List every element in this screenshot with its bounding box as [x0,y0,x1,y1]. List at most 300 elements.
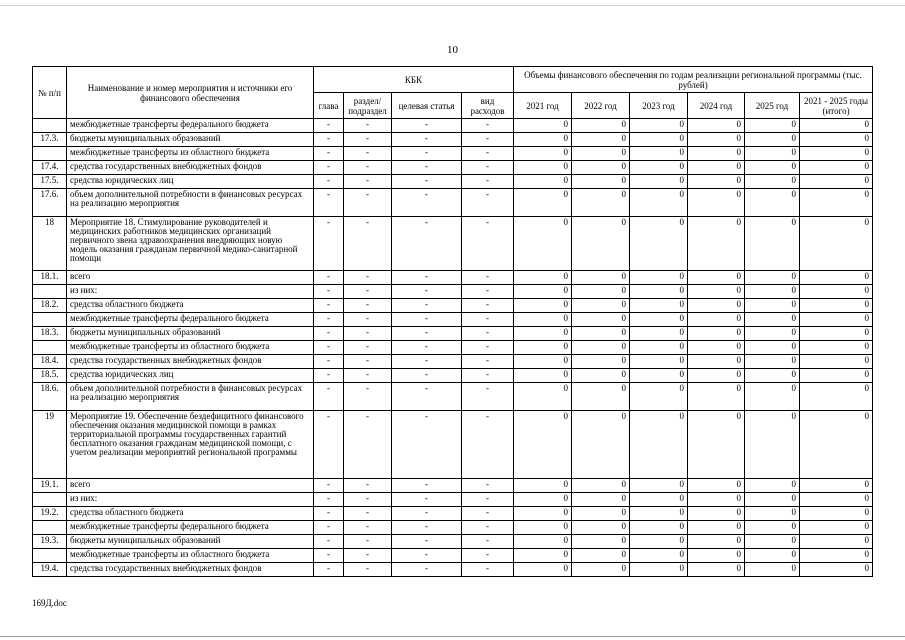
value-cell: 0 [572,271,630,285]
value-cell: 0 [688,327,745,341]
value-cell: 0 [514,147,572,161]
header-kbk-chapter: глава [314,93,344,119]
kbk-cell: - [462,133,514,147]
kbk-cell: - [462,189,514,217]
kbk-cell: - [392,189,462,217]
value-cell: 0 [745,383,800,411]
value-cell: 0 [630,313,688,327]
kbk-cell: - [314,147,344,161]
kbk-cell: - [462,479,514,493]
kbk-cell: - [392,383,462,411]
row-name: межбюджетные трансферты федерального бюджета [67,119,314,133]
table-row [33,411,873,479]
scan-edge-bottom [0,636,905,637]
kbk-cell: - [314,493,344,507]
value-cell: 0 [572,535,630,549]
row-name: средства областного бюджета [67,299,314,313]
kbk-cell: - [314,133,344,147]
kbk-cell: - [462,175,514,189]
header-year-2025: 2025 год [745,93,800,119]
row-number: 18.4. [33,355,67,369]
value-cell: 0 [572,147,630,161]
value-cell: 0 [688,535,745,549]
kbk-cell: - [392,521,462,535]
value-cell: 0 [745,369,800,383]
value-cell: 0 [800,341,873,355]
value-cell: 0 [745,507,800,521]
value-cell: 0 [630,341,688,355]
value-cell: 0 [514,217,572,271]
value-cell: 0 [514,369,572,383]
value-cell: 0 [572,313,630,327]
header-years-total: 2021 - 2025 годы (итого) [800,93,873,119]
row-name: средства областного бюджета [67,507,314,521]
value-cell: 0 [745,549,800,563]
kbk-cell: - [314,563,344,577]
value-cell: 0 [514,327,572,341]
value-cell: 0 [800,535,873,549]
kbk-cell: - [344,119,392,133]
kbk-cell: - [314,285,344,299]
kbk-cell: - [392,549,462,563]
header-kbk: КБК [314,67,514,93]
value-cell: 0 [745,147,800,161]
table-row [33,161,873,175]
kbk-cell: - [462,521,514,535]
value-cell: 0 [745,493,800,507]
header-year-2024: 2024 год [688,93,745,119]
budget-table [32,66,873,577]
header-year-2022: 2022 год [572,93,630,119]
value-cell: 0 [800,271,873,285]
value-cell: 0 [688,369,745,383]
kbk-cell: - [462,285,514,299]
value-cell: 0 [514,189,572,217]
value-cell: 0 [688,383,745,411]
value-cell: 0 [630,383,688,411]
value-cell: 0 [572,133,630,147]
kbk-cell: - [344,493,392,507]
value-cell: 0 [630,285,688,299]
value-cell: 0 [688,175,745,189]
value-cell: 0 [800,411,873,479]
value-cell: 0 [572,549,630,563]
value-cell: 0 [688,271,745,285]
row-name: средства государственных внебюджетных фондов [67,355,314,369]
kbk-cell: - [462,369,514,383]
value-cell: 0 [800,327,873,341]
value-cell: 0 [514,493,572,507]
kbk-cell: - [462,411,514,479]
row-name: межбюджетные трансферты из областного бюджета [67,147,314,161]
value-cell: 0 [630,521,688,535]
value-cell: 0 [630,161,688,175]
row-number: 18.6. [33,383,67,411]
kbk-cell: - [392,369,462,383]
row-number: 19.4. [33,563,67,577]
kbk-cell: - [392,299,462,313]
value-cell: 0 [745,271,800,285]
value-cell: 0 [630,563,688,577]
row-number: 17.6. [33,189,67,217]
kbk-cell: - [392,313,462,327]
table-row [33,327,873,341]
value-cell: 0 [514,479,572,493]
value-cell: 0 [572,299,630,313]
kbk-cell: - [462,217,514,271]
kbk-cell: - [462,493,514,507]
value-cell: 0 [745,217,800,271]
value-cell: 0 [800,521,873,535]
kbk-cell: - [392,147,462,161]
row-name: бюджеты муниципальных образований [67,133,314,147]
row-number: 18.3. [33,327,67,341]
kbk-cell: - [462,327,514,341]
page-number: 10 [447,44,458,56]
value-cell: 0 [630,411,688,479]
kbk-cell: - [314,479,344,493]
value-cell: 0 [572,563,630,577]
value-cell: 0 [572,341,630,355]
value-cell: 0 [572,119,630,133]
kbk-cell: - [462,271,514,285]
value-cell: 0 [630,549,688,563]
table-row [33,479,873,493]
kbk-cell: - [344,355,392,369]
value-cell: 0 [572,521,630,535]
value-cell: 0 [800,369,873,383]
value-cell: 0 [572,175,630,189]
row-name: межбюджетные трансферты федерального бюджета [67,313,314,327]
value-cell: 0 [745,341,800,355]
table-row [33,535,873,549]
value-cell: 0 [800,161,873,175]
kbk-cell: - [314,271,344,285]
value-cell: 0 [572,217,630,271]
value-cell: 0 [630,147,688,161]
row-number: 19.2. [33,507,67,521]
row-name: межбюджетные трансферты из областного бюджета [67,549,314,563]
kbk-cell: - [392,341,462,355]
value-cell: 0 [630,271,688,285]
value-cell: 0 [630,217,688,271]
table-row [33,119,873,133]
kbk-cell: - [344,217,392,271]
row-name: средства государственных внебюджетных фондов [67,161,314,175]
value-cell: 0 [800,119,873,133]
value-cell: 0 [572,355,630,369]
value-cell: 0 [630,175,688,189]
value-cell: 0 [745,189,800,217]
kbk-cell: - [314,327,344,341]
value-cell: 0 [745,175,800,189]
kbk-cell: - [344,189,392,217]
value-cell: 0 [688,217,745,271]
value-cell: 0 [800,355,873,369]
value-cell: 0 [745,299,800,313]
value-cell: 0 [688,493,745,507]
value-cell: 0 [688,299,745,313]
kbk-cell: - [344,299,392,313]
kbk-cell: - [392,563,462,577]
table-row [33,133,873,147]
row-number: 19 [33,411,67,479]
kbk-cell: - [344,285,392,299]
value-cell: 0 [572,411,630,479]
value-cell: 0 [514,313,572,327]
value-cell: 0 [514,535,572,549]
value-cell: 0 [800,313,873,327]
value-cell: 0 [514,175,572,189]
row-name: Мероприятие 19. Обеспечение бездефицитного финансового обеспечения оказания медицинской помощи в рамках территориальной программы государственных гарантий бесплатного оказания гражданам медицинской помощи, с учетом реализации мероприятий региональной программы [67,411,314,479]
value-cell: 0 [688,147,745,161]
value-cell: 0 [800,383,873,411]
kbk-cell: - [392,285,462,299]
value-cell: 0 [745,563,800,577]
value-cell: 0 [800,507,873,521]
row-number [33,341,67,355]
kbk-cell: - [344,161,392,175]
table-row [33,563,873,577]
kbk-cell: - [462,161,514,175]
value-cell: 0 [688,411,745,479]
value-cell: 0 [745,285,800,299]
kbk-cell: - [314,549,344,563]
value-cell: 0 [514,383,572,411]
value-cell: 0 [630,535,688,549]
row-name: всего [67,271,314,285]
value-cell: 0 [745,521,800,535]
value-cell: 0 [630,369,688,383]
kbk-cell: - [344,327,392,341]
value-cell: 0 [800,217,873,271]
value-cell: 0 [572,189,630,217]
row-number: 18.1. [33,271,67,285]
value-cell: 0 [514,271,572,285]
value-cell: 0 [514,507,572,521]
kbk-cell: - [392,119,462,133]
row-number: 17.3. [33,133,67,147]
kbk-cell: - [344,369,392,383]
row-name: всего [67,479,314,493]
value-cell: 0 [514,161,572,175]
kbk-cell: - [314,383,344,411]
value-cell: 0 [800,133,873,147]
kbk-cell: - [314,341,344,355]
table-row [33,355,873,369]
kbk-cell: - [314,507,344,521]
value-cell: 0 [514,119,572,133]
kbk-cell: - [314,217,344,271]
row-number: 18.2. [33,299,67,313]
value-cell: 0 [688,341,745,355]
value-cell: 0 [688,119,745,133]
row-name: из них: [67,493,314,507]
row-name: средства государственных внебюджетных фондов [67,563,314,577]
kbk-cell: - [314,313,344,327]
row-name: средства юридических лиц [67,369,314,383]
value-cell: 0 [800,299,873,313]
row-name: объем дополнительной потребности в финансовых ресурсах на реализацию мероприятия [67,189,314,217]
kbk-cell: - [392,161,462,175]
table-row [33,313,873,327]
row-name: бюджеты муниципальных образований [67,327,314,341]
value-cell: 0 [688,549,745,563]
value-cell: 0 [800,189,873,217]
value-cell: 0 [630,189,688,217]
value-cell: 0 [630,327,688,341]
kbk-cell: - [462,119,514,133]
value-cell: 0 [630,493,688,507]
value-cell: 0 [572,327,630,341]
kbk-cell: - [462,355,514,369]
row-number [33,147,67,161]
kbk-cell: - [344,535,392,549]
value-cell: 0 [800,479,873,493]
value-cell: 0 [800,175,873,189]
value-cell: 0 [572,285,630,299]
kbk-cell: - [462,549,514,563]
value-cell: 0 [514,133,572,147]
kbk-cell: - [462,147,514,161]
kbk-cell: - [392,411,462,479]
value-cell: 0 [800,493,873,507]
scan-edge-top [0,5,905,6]
value-cell: 0 [514,549,572,563]
kbk-cell: - [462,507,514,521]
kbk-cell: - [462,563,514,577]
row-number [33,549,67,563]
kbk-cell: - [314,521,344,535]
kbk-cell: - [392,535,462,549]
header-kbk-section: раздел/ подраздел [344,93,392,119]
value-cell: 0 [572,369,630,383]
kbk-cell: - [462,313,514,327]
kbk-cell: - [392,271,462,285]
value-cell: 0 [514,521,572,535]
header-name: Наименование и номер мероприятия и источники его финансового обеспечения [67,67,314,119]
kbk-cell: - [344,271,392,285]
value-cell: 0 [514,411,572,479]
value-cell: 0 [745,479,800,493]
value-cell: 0 [688,161,745,175]
row-name: Мероприятие 18. Стимулирование руководителей и медицинских работников медицинских организаций первичного звена здравоохранения внедряющих новую модель оказания гражданам первичной медико-санитарной помощи [67,217,314,271]
kbk-cell: - [314,411,344,479]
value-cell: 0 [745,161,800,175]
table-row [33,285,873,299]
kbk-cell: - [344,313,392,327]
kbk-cell: - [344,507,392,521]
table-row [33,383,873,411]
value-cell: 0 [630,479,688,493]
table-row [33,299,873,313]
value-cell: 0 [514,563,572,577]
kbk-cell: - [462,383,514,411]
kbk-cell: - [392,493,462,507]
value-cell: 0 [630,299,688,313]
row-name: бюджеты муниципальных образований [67,535,314,549]
value-cell: 0 [630,355,688,369]
kbk-cell: - [344,521,392,535]
value-cell: 0 [800,563,873,577]
value-cell: 0 [630,119,688,133]
row-number [33,119,67,133]
kbk-cell: - [392,355,462,369]
row-number [33,313,67,327]
table-row [33,493,873,507]
kbk-cell: - [314,175,344,189]
header-kbk-target: целевая статья [392,93,462,119]
table-row [33,175,873,189]
kbk-cell: - [344,133,392,147]
kbk-cell: - [314,535,344,549]
kbk-cell: - [314,369,344,383]
kbk-cell: - [344,383,392,411]
value-cell: 0 [688,507,745,521]
value-cell: 0 [745,133,800,147]
row-number: 19.1. [33,479,67,493]
kbk-cell: - [344,341,392,355]
value-cell: 0 [745,327,800,341]
value-cell: 0 [514,355,572,369]
value-cell: 0 [745,411,800,479]
row-name: межбюджетные трансферты из областного бюджета [67,341,314,355]
header-year-2021: 2021 год [514,93,572,119]
value-cell: 0 [572,493,630,507]
value-cell: 0 [800,147,873,161]
row-number [33,521,67,535]
row-number: 18.5. [33,369,67,383]
table-row [33,549,873,563]
row-name: объем дополнительной потребности в финансовых ресурсах на реализацию мероприятия [67,383,314,411]
row-name: средства юридических лиц [67,175,314,189]
value-cell: 0 [745,119,800,133]
kbk-cell: - [344,175,392,189]
header-year-2023: 2023 год [630,93,688,119]
value-cell: 0 [630,133,688,147]
value-cell: 0 [688,355,745,369]
row-number: 17.4. [33,161,67,175]
kbk-cell: - [314,189,344,217]
kbk-cell: - [344,549,392,563]
value-cell: 0 [745,355,800,369]
kbk-cell: - [314,355,344,369]
value-cell: 0 [800,549,873,563]
header-volumes: Объемы финансового обеспечения по годам реализации региональной программы (тыс. рублей) [514,67,873,93]
value-cell: 0 [688,313,745,327]
kbk-cell: - [462,299,514,313]
header-num: № п/п [33,67,67,119]
value-cell: 0 [514,341,572,355]
header-kbk-type: вид расходов [462,93,514,119]
value-cell: 0 [688,563,745,577]
kbk-cell: - [462,535,514,549]
kbk-cell: - [392,479,462,493]
table-row [33,507,873,521]
row-number [33,285,67,299]
kbk-cell: - [462,341,514,355]
kbk-cell: - [392,507,462,521]
kbk-cell: - [314,119,344,133]
kbk-cell: - [314,161,344,175]
row-number: 17.5. [33,175,67,189]
kbk-cell: - [344,147,392,161]
kbk-cell: - [392,175,462,189]
table-row [33,189,873,217]
table-row [33,271,873,285]
footer-filename: 169Д.doc [32,598,67,608]
value-cell: 0 [688,285,745,299]
